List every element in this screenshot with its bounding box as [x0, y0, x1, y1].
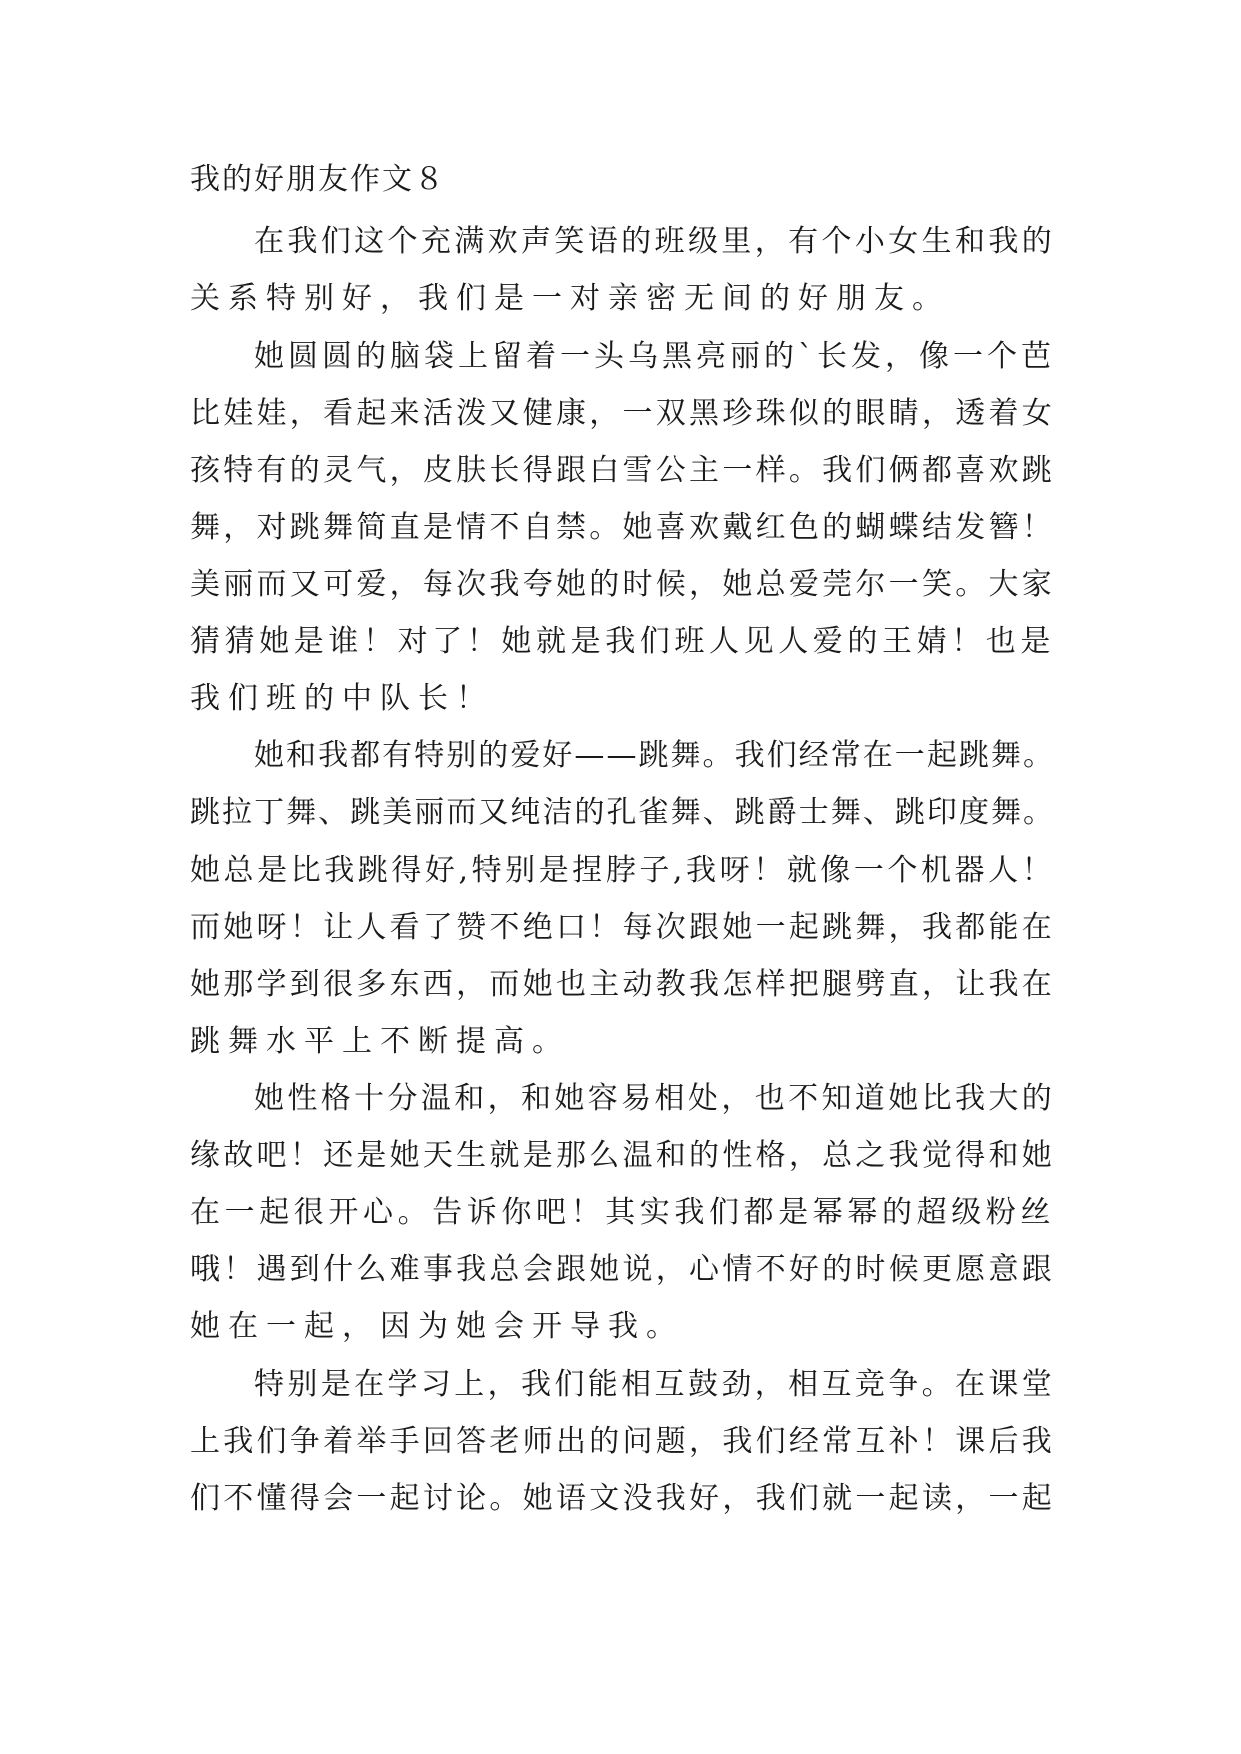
text-line: 关系特别好，我们是一对亲密无间的好朋友。 [190, 281, 950, 316]
text-line: 缘故吧！还是她天生就是那么温和的性格，总之我觉得和她 [190, 1138, 1056, 1173]
text-line: 她圆圆的脑袋上留着一头乌黑亮丽的`长发，像一个芭 [254, 339, 1055, 374]
text-line: 她性格十分温和，和她容易相处，也不知道她比我大的 [254, 1081, 1056, 1116]
text-line: 上我们争着举手回答老师出的问题，我们经常互补！课后我 [190, 1424, 1056, 1459]
text-line: 我们班的中队长！ [190, 681, 494, 716]
text-line: 比娃娃，看起来活泼又健康，一双黑珍珠似的眼睛，透着女 [190, 396, 1056, 431]
text-line: 她总是比我跳得好,特别是捏脖子,我呀！就像一个机器人！ [190, 853, 1056, 888]
text-line: 跳拉丁舞、跳美丽而又纯洁的孔雀舞、跳爵士舞、跳印度舞。 [190, 795, 1056, 830]
document-title: 我的好朋友作文８ [190, 162, 446, 197]
text-line: 而她呀！让人看了赞不绝口！每次跟她一起跳舞，我都能在 [190, 910, 1056, 945]
text-line: 特别是在学习上，我们能相互鼓劲，相互竞争。在课堂 [254, 1367, 1056, 1402]
text-line: 们不懂得会一起讨论。她语文没我好，我们就一起读，一起 [190, 1481, 1056, 1516]
text-line: 她和我都有特别的爱好——跳舞。我们经常在一起跳舞。 [254, 738, 1055, 773]
text-line: 美丽而又可爱，每次我夸她的时候，她总爱莞尔一笑。大家 [190, 567, 1056, 602]
text-line: 猜猜她是谁！对了！她就是我们班人见人爱的王婧！也是 [190, 624, 1055, 659]
text-line: 孩特有的灵气，皮肤长得跟白雪公主一样。我们俩都喜欢跳 [190, 453, 1056, 488]
text-line: 在我们这个充满欢声笑语的班级里，有个小女生和我的 [254, 224, 1056, 259]
text-line: 跳舞水平上不断提高。 [190, 1024, 570, 1059]
text-line: 她在一起，因为她会开导我。 [190, 1309, 684, 1344]
text-line: 舞，对跳舞简直是情不自禁。她喜欢戴红色的蝴蝶结发簪！ [190, 510, 1056, 545]
text-line: 哦！遇到什么难事我总会跟她说，心情不好的时候更愿意跟 [190, 1252, 1056, 1287]
text-line: 她那学到很多东西，而她也主动教我怎样把腿劈直，让我在 [190, 967, 1056, 1002]
text-line: 在一起很开心。告诉你吧！其实我们都是幂幂的超级粉丝 [190, 1195, 1055, 1230]
